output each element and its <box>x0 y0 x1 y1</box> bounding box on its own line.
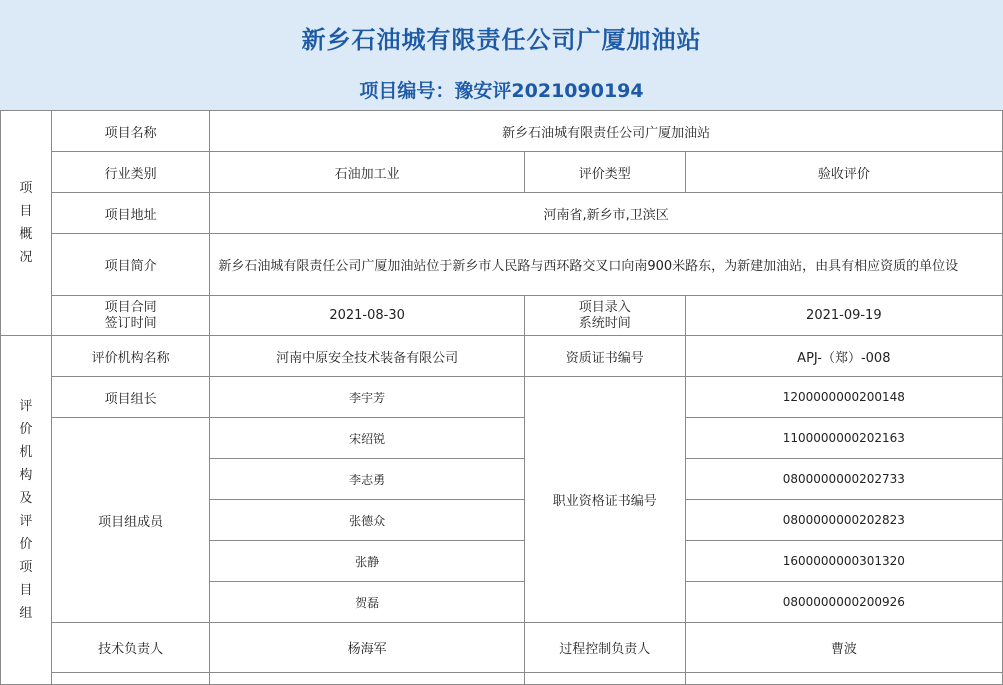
entry-time-value: 2021-09-19 <box>685 296 1002 336</box>
project-name-label: 项目名称 <box>51 111 210 152</box>
eval-type-value: 验收评价 <box>685 152 1002 193</box>
table-row <box>1 193 1003 234</box>
table-row <box>1 418 1003 459</box>
section-team: 评 价 机 构 及 评 价 项 目 组 <box>1 336 52 685</box>
contract-time-value: 2021-08-30 <box>210 296 525 336</box>
table-row <box>1 234 1003 296</box>
qual-cert-value: 1100000000202163 <box>685 418 1002 459</box>
leader-label: 项目组长 <box>51 377 210 418</box>
member-name: 张德众 <box>210 500 525 541</box>
project-name-value: 新乡石油城有限责任公司广厦加油站 <box>210 111 1003 152</box>
entry-time-label: 项目录入 系统时间 <box>524 296 685 336</box>
qual-cert-value: 0800000000200926 <box>685 582 1002 623</box>
table-row <box>1 111 1003 152</box>
address-value: 河南省,新乡市,卫滨区 <box>210 193 1003 234</box>
project-number-value: 豫安评2021090194 <box>454 80 644 102</box>
member-name: 李志勇 <box>210 459 525 500</box>
qual-cert-value: 1600000000301320 <box>685 541 1002 582</box>
cert-no-value: APJ-（郑）-008 <box>685 336 1002 377</box>
project-number <box>0 76 1003 103</box>
table-row <box>1 623 1003 673</box>
table-row <box>1 336 1003 377</box>
page-header <box>0 0 1003 111</box>
table-row <box>1 152 1003 193</box>
org-name-value: 河南中原安全技术装备有限公司 <box>210 336 525 377</box>
cert-no-label: 资质证书编号 <box>524 336 685 377</box>
table-row <box>1 377 1003 418</box>
eval-type-label: 评价类型 <box>524 152 685 193</box>
contract-time-label: 项目合同 签订时间 <box>51 296 210 336</box>
member-name: 贺磊 <box>210 582 525 623</box>
leader-name: 李宇芳 <box>210 377 525 418</box>
members-label: 项目组成员 <box>51 418 210 623</box>
qual-cert-value: 0800000000202823 <box>685 500 1002 541</box>
qual-cert-label: 职业资格证书编号 <box>524 377 685 623</box>
tech-lead-value: 杨海军 <box>210 623 525 673</box>
org-name-label: 评价机构名称 <box>51 336 210 377</box>
table-row <box>1 296 1003 336</box>
intro-label: 项目简介 <box>51 234 210 296</box>
page-title: 新乡石油城有限责任公司广厦加油站 <box>301 26 702 54</box>
qual-cert-value: 0800000000202733 <box>685 459 1002 500</box>
member-name: 张静 <box>210 541 525 582</box>
section-overview: 项 目 概 况 <box>1 111 52 336</box>
qual-cert-value: 1200000000200148 <box>685 377 1002 418</box>
member-name: 宋绍锐 <box>210 418 525 459</box>
address-label: 项目地址 <box>51 193 210 234</box>
intro-value: 新乡石油城有限责任公司广厦加油站位于新乡市人民路与西环路交叉口向南900米路东，为新建加油站，由具有相应资质的单位设 <box>210 234 1003 296</box>
process-lead-label: 过程控制负责人 <box>524 623 685 673</box>
project-info-table <box>0 110 1003 685</box>
project-number-label: 项目编号： <box>359 80 455 102</box>
tech-lead-label: 技术负责人 <box>51 623 210 673</box>
industry-value: 石油加工业 <box>210 152 525 193</box>
industry-label: 行业类别 <box>51 152 210 193</box>
process-lead-value: 曹波 <box>685 623 1002 673</box>
